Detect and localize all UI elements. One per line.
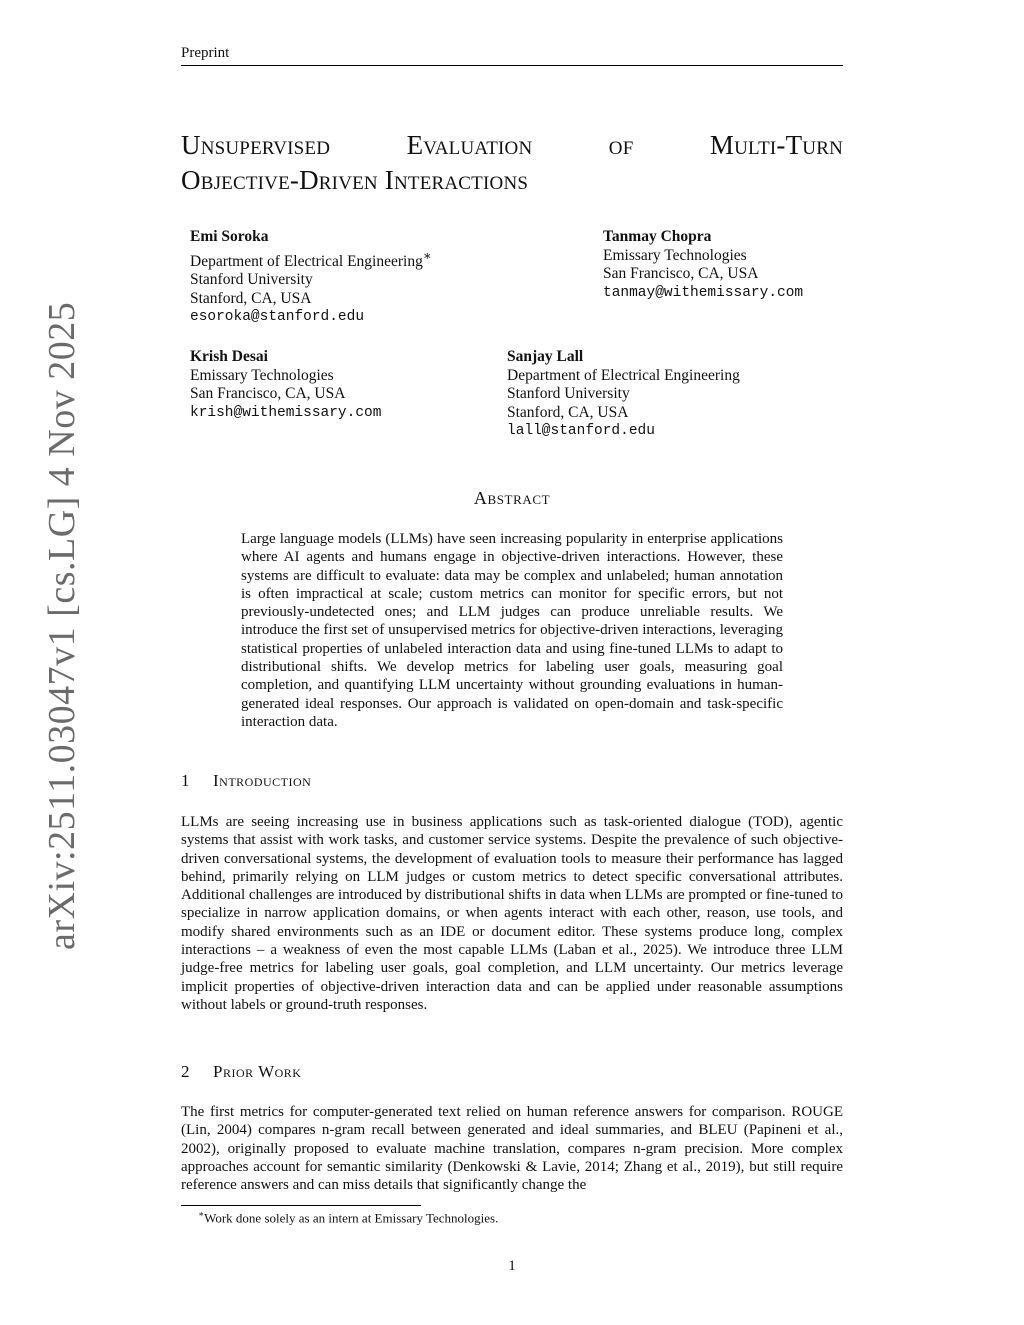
title-word: of: [608, 130, 634, 160]
author-email[interactable]: lall@stanford.edu: [507, 423, 655, 439]
author-affiliation: Emissary Technologies: [190, 366, 334, 384]
paper-title: [181, 128, 843, 198]
author-affiliation: Stanford, CA, USA: [190, 289, 312, 307]
prior-work-paragraph: The first metrics for computer-generated text relied on human reference answers for comparison. ROUGE (Lin, 2004) compares n-gram recall between generated and ideal summaries, and BLEU (Papineni et al., 2002), originally proposed to evaluate machine translation, compares n-gram precision. More complex approaches account for semantic similarity (Denkowski & Lavie, 2014; Zhang et al., 2019), but still require reference answers and can miss details that significantly change the: [181, 1104, 843, 1194]
author-email[interactable]: tanmay@withemissary.com: [603, 284, 804, 301]
author-affiliation: Stanford University: [507, 385, 630, 402]
author-block-chopra: [603, 228, 803, 302]
section-title: Prior Work: [213, 1062, 302, 1081]
author-affiliation: San Francisco, CA, USA: [603, 265, 759, 282]
footnote-rule: [181, 1205, 421, 1206]
section-heading-prior-work: [181, 1062, 301, 1082]
author-name: Sanjay Lall: [507, 348, 584, 365]
footnote-mark: ∗: [422, 247, 432, 263]
page-number: 1: [508, 1258, 516, 1274]
title-word: Evaluation: [406, 130, 533, 160]
running-head: Preprint: [181, 45, 230, 61]
footnote: [198, 1209, 498, 1226]
footnote-mark: ∗: [198, 1209, 205, 1219]
title-line-1: [181, 128, 843, 163]
author-name: Krish Desai: [190, 348, 268, 365]
section-number: 1: [181, 771, 190, 790]
introduction-paragraph: LLMs are seeing increasing use in business applications such as task-oriented dialogue (TOD), agentic systems that assist with work tasks, and customer service systems. Despite the prevalence of such objective-driven conversational systems, the development of evaluation tools to measure their performance has lagged behind, primarily relying on LLM judges or custom metrics to detect specific conversational attributes. Additional challenges are introduced by distributional shifts in data when LLMs are prompted or fine-tuned to specialize in narrow application domains, or when agents interact with each other, reason, use tools, and modify shared environments such as an IDE or document editor. These systems produce long, complex interactions – a weakness of even the most capable LLMs (Laban et al., 2025). We introduce three LLM judge-free metrics for labeling user goals, goal completion, and LLM uncertainty. Our metrics leverage implicit properties of objective-driven interaction data and can be applied under reasonable assumptions without labels or ground-truth responses.: [181, 814, 843, 1013]
abstract-text: Large language models (LLMs) have seen increasing popularity in enterprise applications where AI agents and humans engage in objective-driven interactions. However, these systems are difficult to evaluate: data may be complex and unlabeled; human annotation is often impractical at scale; custom metrics can monitor for specific errors, but not previously-undetected ones; and LLM judges can produce unreliable results. We introduce the first set of unsupervised metrics for objective-driven interactions, leveraging statistical properties of unlabeled interaction data and using fine-tuned LLMs to adapt to distributional shifts. We develop metrics for labeling user goals, measuring goal completion, and quantifying LLM uncertainty without grounding evaluations in human-generated ideal responses. Our approach is validated on open-domain and task-specific interaction data.: [241, 531, 783, 730]
section-number: 2: [181, 1062, 190, 1081]
abstract-heading: Abstract: [473, 488, 551, 508]
header-rule: [181, 65, 843, 66]
section-heading-introduction: [181, 771, 311, 791]
author-affiliation: Department of Electrical Engineering: [507, 366, 740, 384]
author-block-desai: [190, 348, 381, 422]
author-affiliation: Emissary Technologies: [603, 246, 747, 264]
title-word: Multi-Turn: [709, 130, 843, 160]
title-line-2: Objective-Driven Interactions: [181, 165, 529, 195]
author-email[interactable]: esoroka@stanford.edu: [190, 309, 365, 326]
author-affiliation: Stanford University: [190, 271, 313, 289]
arxiv-identifier: arXiv:2511.03047v1 [cs.LG] 4 Nov 2025: [41, 301, 83, 950]
author-affiliation: Stanford, CA, USA: [507, 403, 629, 421]
footnote-text: Work done solely as an intern at Emissary Technologies.: [204, 1210, 499, 1226]
author-affiliation: San Francisco, CA, USA: [190, 385, 346, 402]
author-block-lall: [507, 348, 740, 441]
author-block-soroka: [190, 228, 432, 327]
author-name: Tanmay Chopra: [603, 228, 712, 245]
author-email[interactable]: krish@withemissary.com: [190, 404, 382, 421]
author-affiliation: Department of Electrical Engineering∗: [190, 247, 432, 270]
section-title: Introduction: [213, 771, 312, 790]
author-name: Emi Soroka: [190, 228, 269, 245]
title-word: Unsupervised: [181, 130, 331, 160]
